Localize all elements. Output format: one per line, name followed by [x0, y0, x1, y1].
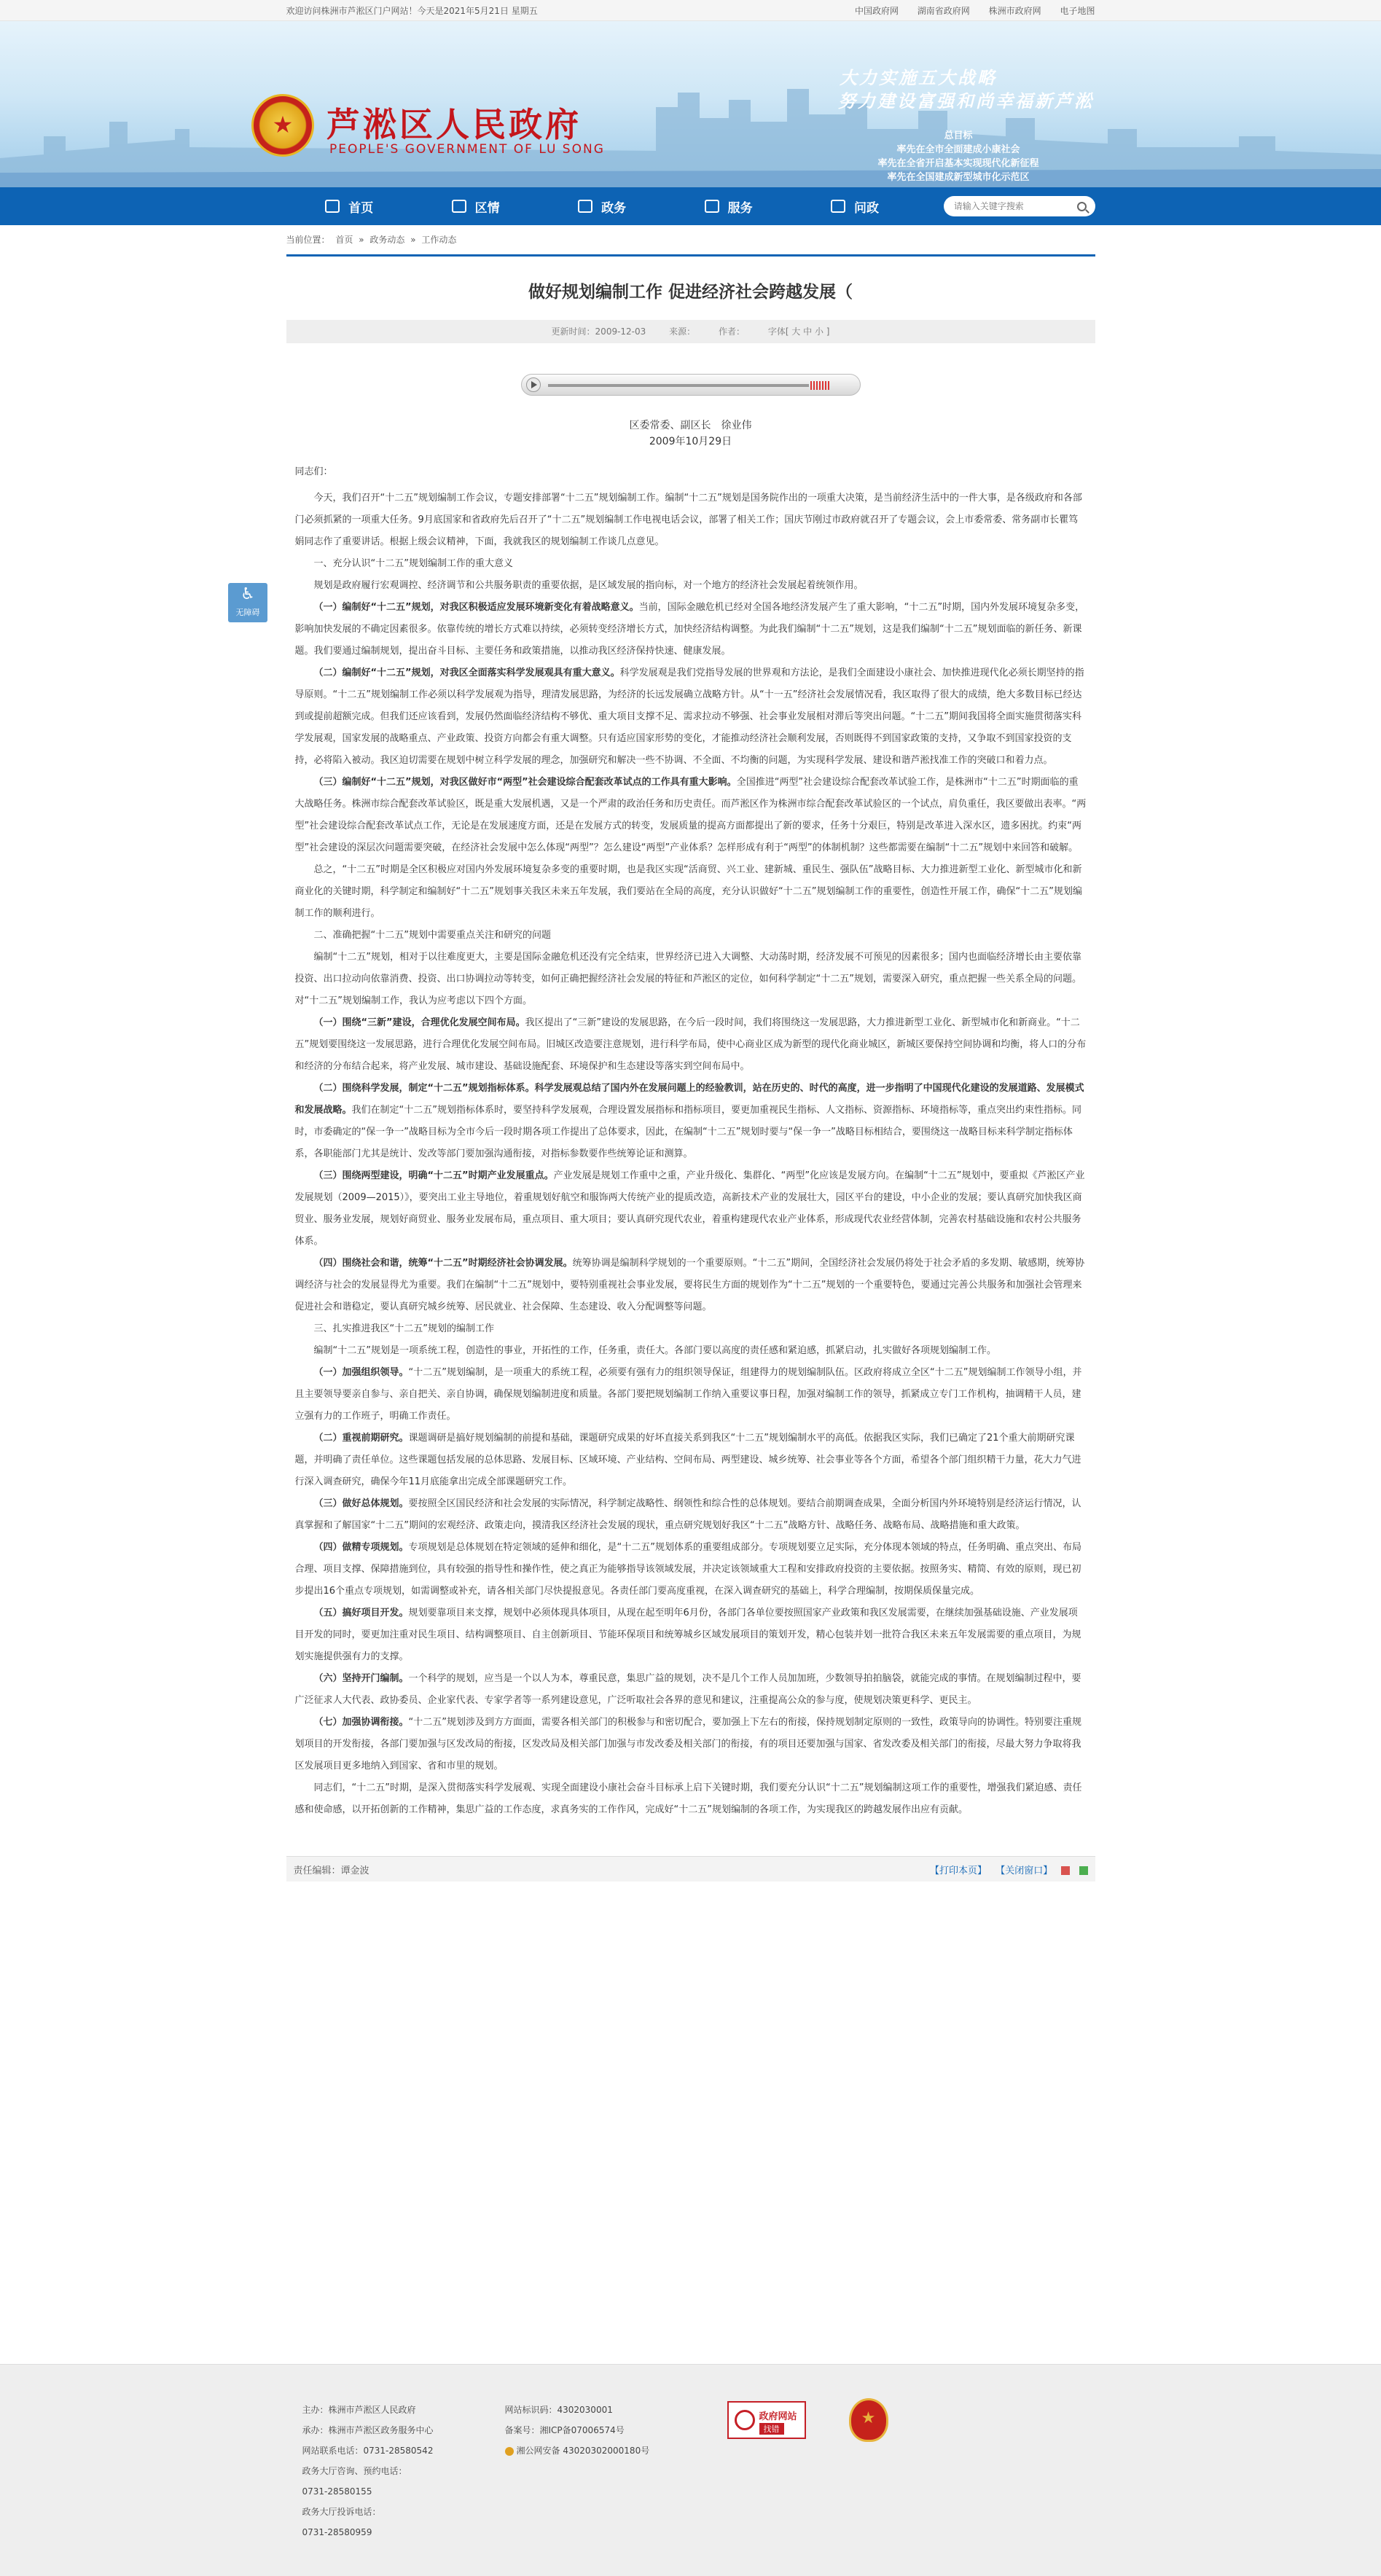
editor-label: 责任编辑：谭金波	[293, 1865, 369, 1876]
breadcrumb	[286, 225, 1095, 257]
update-time: 更新时间：2009-12-03	[551, 326, 646, 337]
goal-item: 率先在全市全面建成小康社会	[896, 144, 1020, 155]
footer-phone: 网站联系电话：0731-28580542	[302, 2446, 434, 2456]
footer-sponsor: 主办：株洲市芦淞区人民政府	[302, 2405, 416, 2415]
paragraph-heading: （三）编制好“十二五”规划，对我区做好市“两型”社会建设综合配套改革试点的工作具有重大影响。	[313, 777, 737, 788]
paragraph-text: 专项规划是总体规划在特定领域的延伸和细化，是“十二五”规划体系的重要组成部分。专项规划要立足实际，充分体现本领域的特点，任务明确、重点突出、布局合理、项目支撑、保障措施到位，具有较强的指导性和操作性，使之真正为能够指导该领域发展，并决定该领域重大工程和安排政府投资的主要依据。按照务实、精简、有效的原则，现已初步提出16个重点专项规划，如需调整或补充，请各相关部门尽快提报意见。各责任部门要高度重视，在深入调查研究的基础上，科学合理编制，按期保质保量完成。	[294, 1542, 1081, 1597]
footer-complaint-label: 政务大厅投诉电话：	[302, 2507, 381, 2517]
paragraph-text: 规划是政府履行宏观调控、经济调节和公共服务职责的重要依据，是区域发展的指向标，对一个地方的经济社会发展起着统领作用。	[313, 580, 864, 591]
paragraph-text: 一个科学的规划，应当是一个以人为本，尊重民意，集思广益的规划，决不是几个工作人员加加班，少数领导拍拍脑袋，就能完成的事情。在规划编制过程中，要广泛征求人大代表、政协委员、企业家代表、专家学者等一系列建设意见，广泛听取社会各界的意见和建议，注重提高公众的参与度，使规划决策更科学、更民主。	[294, 1673, 1081, 1706]
breadcrumb-work[interactable]: 工作动态	[421, 235, 457, 245]
article-paragraph	[295, 1537, 1087, 1602]
nav-item-service[interactable]	[665, 197, 791, 216]
nav-label: 区情	[474, 200, 500, 216]
paragraph-heading: （二）编制好“十二五”规划，对我区全面落实科学发展观具有重大意义。	[313, 668, 620, 678]
goal-item: 率先在全国建成新型城市化示范区	[887, 172, 1030, 183]
chat-icon	[831, 200, 845, 213]
breadcrumb-affairs[interactable]: 政务动态	[369, 235, 405, 245]
main-nav	[0, 187, 1381, 225]
header-banner	[0, 21, 1381, 187]
weibo-share-icon[interactable]	[1061, 1866, 1070, 1875]
main-content	[286, 225, 1095, 1882]
nav-label: 首页	[348, 200, 374, 216]
police-badge-icon	[505, 2447, 514, 2456]
footer-complaint-phone: 0731-28580959	[302, 2527, 372, 2537]
link-map[interactable]: 电子地图	[1060, 5, 1095, 16]
paragraph-text: 三、扎实推进我区“十二五”规划的编制工作	[313, 1323, 494, 1334]
article-body	[286, 461, 1095, 1821]
slogan-line1: 大力实施五大战略	[840, 68, 997, 88]
paragraph-text: 当前，国际金融危机已经对全国各地经济发展产生了重大影响，“十二五”时期，国内外发展环境复杂多变，影响加快发展的不确定因素很多。依靠传统的增长方式难以持续，必须转变经济增长方式，加快经济结构调整。为此我们编制“十二五”规划，这是我们编制“十二五”规划面临的新任务、新课题。我们要通过编制规划，提出奋斗目标、主要任务和政策措施，以推动我区经济保持快速、健康发展。	[294, 602, 1085, 657]
link-hunan-gov[interactable]: 湖南省政府网	[917, 5, 970, 16]
footer-hall-label: 政务大厅咨询、预约电话：	[302, 2466, 407, 2476]
paragraph-text: 一、充分认识“十二五”规划编制工作的重大意义	[313, 558, 513, 569]
document-icon	[578, 200, 592, 213]
footer-police-text: 湘公网安备 43020302000180号	[516, 2446, 650, 2456]
article-paragraph	[295, 662, 1087, 772]
accessibility-label: 无障碍	[235, 608, 260, 617]
paragraph-text: “十二五”规划编制，是一项重大的系统工程，必须要有强有力的组织领导保证，组建得力的规划编制队伍。区政府将成立全区“十二五”规划编制工作领导小组，并且主要领导要亲自参与、亲自把关、亲自协调，确保规划编制进度和质量。各部门要把规划编制工作纳入重要议事日程，加强对编制工作的领导，抓紧成立专门工作机构，抽调精干人员，建立强有力的工作班子，明确工作责任。	[294, 1367, 1082, 1422]
link-zhuzhou-gov[interactable]: 株洲市政府网	[988, 5, 1041, 16]
article-paragraph	[295, 1253, 1087, 1318]
welcome-text: 欢迎访问株洲市芦淞区门户网站！今天是2021年5月21日 星期五	[286, 5, 538, 16]
search-box	[944, 196, 1095, 216]
footer-police[interactable]	[505, 2440, 650, 2461]
volume-icon[interactable]	[810, 381, 829, 390]
article-paragraph	[295, 1712, 1087, 1777]
paragraph-text: 总之，“十二五”时期是全区积极应对国内外发展环境复杂多变的重要时期，也是我区实现“活商贸、兴工业、建新城、重民生、强队伍”战略目标、大力推进新型工业化、新型城市化和新商业化的关键时期，科学制定和编制好“十二五”规划事关我区未来五年发展，我们要站在全局的高度，充分认识做好“十二五”规划编制工作的重要性，创造性开展工作，确保“十二五”规划编制工作的顺利进行。	[294, 864, 1082, 919]
paragraph-text: 要按照全区国民经济和社会发展的实际情况，科学制定战略性、纲领性和综合性的总体规划。要结合前期调查成果，全面分析国内外环境特别是经济运行情况，认真掌握和了解国家“十二五”期间的宏观经济、政策走向，摸清我区经济社会发展的现状，重点研究规划好我区“十二五”战略方针、战略任务、战略布局、战略措施和重大政策。	[294, 1498, 1081, 1531]
goal-item: 率先在全省开启基本实现现代化新征程	[877, 158, 1039, 169]
article-paragraph	[295, 947, 1087, 1012]
paragraph-heading: （一）围绕“三新”建设，合理优化发展空间布局。	[313, 1017, 525, 1028]
nav-item-inquiry[interactable]	[791, 197, 918, 216]
article-paragraph	[295, 1428, 1087, 1493]
author-label: 作者：	[718, 326, 745, 337]
picture-icon	[452, 200, 466, 213]
close-window-button[interactable]: 【关闭窗口】	[995, 1865, 1053, 1876]
paragraph-text: 产业发展是规划工作重中之重，产业升级化、集群化、“两型”化应该是发展方向。在编制“十二五”规划中，要重拟《芦淞区产业发展规划（2009—2015）》，要突出工业主导地位，着重规划好航空和服饰两大传统产业的提质改造，高新技术产业的发展壮大，园区平台的建设，中小企业的发展；要认真研究加快我区商贸业、服务业发展，规划好商贸业、服务业发展布局，重点项目、重大项目；要认真研究现代农业，着重构建现代农业产业体系，形成现代农业经营体制，完善农村基础设施和农村公共服务体系。	[294, 1170, 1085, 1247]
paragraph-heading: （五）搞好项目开发。	[313, 1608, 409, 1618]
paragraph-heading: （四）围绕社会和谐，统筹“十二五”时期经济社会协调发展。	[313, 1258, 573, 1269]
footer-site-code: 网站标识码：4302030001	[504, 2405, 613, 2415]
magnifier-icon	[735, 2410, 755, 2430]
nav-label: 问政	[854, 200, 880, 216]
paragraph-text: 全国推进“两型”社会建设综合配套改革试验工作，是株洲市“十二五”时期面临的重大战略任务。株洲市综合配套改革试验区，既是重大发展机遇，又是一个严肃的政治任务和历史责任。而芦淞区作为株洲市综合配套改革试验区的一个试点，肩负重任，我区要做出表率。“两型”社会建设综合配套改革试点工作，无论是在发展速度方面，还是在发展方式的转变，发展质量的提高方面都提出了新的要求，任务十分艰巨，特别是改革进入深水区，遗多困扰。约束“两型”社会建设的深层次问题需要突破，在经济社会发展中怎么体现“两型”？怎么建设“两型”产业体系？怎样形成有利于“两型”的体制机制？这些都需要在编制“十二五”规划中来回答和破解。	[294, 777, 1087, 853]
paragraph-text: 同志们，“十二五”时期，是深入贯彻落实科学发展观、实现全面建设小康社会奋斗目标承上启下关键时期，我们要充分认识“十二五”规划编制这项工作的重要性，增强我们紧迫感、责任感和使命感，以开拓创新的工作精神，集思广益的工作态度，求真务实的工作作风，完成好“十二五”规划编制的各项工作，为实现我区的跨越发展作出应有贡献。	[294, 1782, 1082, 1815]
accessibility-button[interactable]	[228, 583, 267, 622]
greeting: 同志们：	[294, 466, 333, 477]
article-paragraph	[295, 553, 1087, 575]
nav-item-home[interactable]	[286, 197, 412, 216]
footer-organizer: 承办：株洲市芦淞区政务服务中心	[302, 2425, 434, 2435]
wechat-share-icon[interactable]	[1079, 1866, 1088, 1875]
play-icon[interactable]	[526, 377, 541, 392]
paragraph-text: 统筹协调是编制科学规划的一个重要原则。“十二五”期间，全国经济社会发展仍将处于社会矛盾的多发期、敏感期，统筹协调经济与社会的发展显得尤为重要。我们在编制“十二五”规划中，要特别重视社会事业发展，要将民生方面的规划作为“十二五”规划的一个重要特色，要通过完善公共服务和加强社会管理来促进社会和谐稳定，要认真研究城乡统筹、居民就业、社会保障、生态建设、收入分配调整等问题。	[294, 1258, 1085, 1312]
editor-bar	[286, 1856, 1095, 1882]
paragraph-text: “十二五”规划涉及到方方面面，需要各相关部门的积极参与和密切配合，要加强上下左右的衔接，保持规划制定原则的一致性，政策导向的协调性。特别要注重规划项目的开发衔接，各部门要加强与区发改局的衔接，区发改局及相关部门加强与市发改委及相关部门的衔接，有的项目还要加强与国家、省发改委及相关部门的衔接，尽最大努力争取将我区发展项目更多地纳入到国家、省和市里的规划。	[294, 1717, 1081, 1772]
paragraph-heading: （二）重视前期研究。	[313, 1433, 409, 1444]
goal-block	[871, 129, 1046, 184]
paragraph-text: 科学发展观是我们党指导发展的世界观和方法论，是我们全面建设小康社会、加快推进现代化必须长期坚持的指导原则。“十二五”规划编制工作必须以科学发展观为指导，理清发展思路，为经济的长远发展确立战略方针。从“十一五”经济社会发展情况看，我区取得了很大的成绩，绝大多数目标已经达到或提前超额完成。但我们还应该看到，发展仍然面临经济结构不够优、重大项目支撑不足、需求拉动不够强、社会事业发展相对滞后等突出问题。“十二五”期间我国将全面实施贯彻落实科学发展观，国家发展的战略重点、产业政策、投资方向都会有重大调整。只有适应国家形势的变化，才能推动经济社会顺利发展，否则既得不到国家政策的支持，又争取不到国家投资的支持，必将陷入被动。我区迫切需要在规划中树立科学发展的理念，加强研究和解决一些不协调、不全面、不均衡的问题，为实现科学发展、建设和谐芦淞找准工作的突破口和着力点。	[294, 668, 1084, 766]
article-paragraph	[295, 1493, 1087, 1537]
paragraph-heading: （三）做好总体规划。	[313, 1498, 409, 1509]
site-subtitle: PEOPLE'S GOVERNMENT OF LU SONG	[329, 142, 605, 157]
paragraph-heading: （一）加强组织领导。	[313, 1367, 409, 1378]
paragraph-text: 编制“十二五”规划是一项系统工程，创造性的事业，开拓性的工作，任务重，责任大。各部门要以高度的责任感和紧迫感，抓紧启动，扎实做好各项规划编制工作。	[313, 1345, 996, 1356]
goal-title: 总目标	[944, 130, 973, 141]
article-paragraph	[295, 925, 1087, 947]
paragraph-heading: （六）坚持开门编制。	[313, 1673, 409, 1684]
national-emblem-logo	[251, 94, 314, 157]
paragraph-heading: （三）围绕两型建设，明确“十二五”时期产业发展重点。	[313, 1170, 554, 1181]
search-input[interactable]	[952, 200, 1077, 212]
paragraph-text: 我们在制定“十二五”规划指标体系时，要坚持科学发展观，合理设置发展指标和指标项目，要更加重视民生指标、人文指标、资源指标、环境指标等，重点突出约束性指标。同时，市委确定的“保一争一”战略目标为全市今后一段时期各项工作提出了总体要求，因此，在编制“十二五”规划时要与“保一争一”战略目标相结合，要围绕这一战略目标来科学制定指标体系，各职能部门尤其是统计、发改等部门要加强沟通衔接，对指标参数要作些统筹论证和测算。	[294, 1105, 1081, 1159]
article-paragraph	[295, 597, 1087, 662]
font-size-control[interactable]: 字体[ 大 中 小 ]	[767, 326, 830, 337]
paragraph-text: 课题调研是搞好规划编制的前提和基础，课题研究成果的好坏直接关系到我区“十二五”规划编制水平的高低。依据我区实际，我们已确定了21个重大前期研究课题，并明确了责任单位。这些课题包括发展的总体思路、发展目标、区域环境、产业结构、空间布局、两型建设、城乡统筹、社会事业等各个方面，希望各个部门组织精干力量，花大力气进行深入调查研究，确保今年11月底能拿出完成全部课题研究工作。	[294, 1433, 1081, 1487]
paragraph-heading: （一）编制好“十二五”规划，对我区积极适应发展环境新变化有着战略意义。	[313, 602, 639, 613]
article-paragraph	[295, 575, 1087, 597]
city-skyline-image	[0, 78, 1381, 187]
byline-speaker: 区委常委、副区长 徐业伟	[629, 420, 752, 431]
article-paragraph	[295, 1362, 1087, 1428]
star-icon	[705, 200, 719, 213]
print-button[interactable]: 【打印本页】	[930, 1865, 987, 1876]
article-paragraph	[295, 1078, 1087, 1165]
article-paragraph	[295, 1165, 1087, 1253]
paragraph-text: 规划要靠项目来支撑，规划中必须体现具体项目，从现在起至明年6月份，各部门各单位要按照国家产业政策和我区发展需要，在继续加强基础设施、产业发展项目开发的同时，要更加注重对民生项目、结构调整项目、自主创新项目、节能环保项目和统筹城乡区域发展项目的策划开发，精心包装并划一批符合我区未来五年发展需要的重点项目，为规划实施提供强有力的支撑。	[294, 1608, 1081, 1662]
footer-registration	[505, 2400, 650, 2461]
article-paragraph	[295, 1340, 1087, 1362]
wheelchair-icon: ♿	[240, 585, 255, 603]
slogan-line2: 努力建设富强和尚幸福新芦淞	[838, 91, 1094, 111]
article-meta	[286, 320, 1095, 343]
paragraph-text: 二、准确把握“十二五”规划中需要重点关注和研究的问题	[313, 930, 551, 941]
breadcrumb-sep: »	[410, 235, 416, 245]
top-bar	[0, 0, 1381, 21]
article-paragraph	[295, 1602, 1087, 1668]
gov-site-error-report-badge[interactable]	[727, 2401, 806, 2439]
paragraph-heading: （四）做精专项规划。	[313, 1542, 409, 1553]
home-icon	[325, 200, 340, 213]
search-icon[interactable]	[1077, 202, 1087, 211]
source-label: 来源：	[669, 326, 696, 337]
article-actions	[924, 1863, 1087, 1876]
footer-hall-phone: 0731-28580155	[302, 2486, 372, 2497]
nav-label: 服务	[727, 200, 753, 216]
article-title: 做好规划编制工作 促进经济社会跨越发展（	[528, 283, 853, 302]
byline-date: 2009年10月29日	[649, 436, 732, 447]
audio-progress-track[interactable]	[548, 384, 809, 387]
party-gov-badge[interactable]	[849, 2398, 888, 2442]
article-paragraph	[295, 1777, 1087, 1821]
paragraph-text: 编制“十二五”规划，相对于以往难度更大，主要是国际金融危机还没有完全结束，世界经济已进入大调整、大动荡时期，经济发展不可预见的因素很多；国内也面临经济增长由主要依靠投资、出口拉动向依靠消费、投资、出口协调拉动等转变，如何正确把握经济社会发展的特征和芦淞区的定位，如何科学制定“十二五”规划，需要深入研究，重点把握一些关系全局的问题。对“十二五”规划编制工作，我认为应考虑以下四个方面。	[294, 952, 1081, 1006]
paragraph-heading: （二）围绕科学发展，制定“十二五”规划指标体系。科学发展观总结了国内外在发展问题上的经验教训，站在历史的、时代的高度，进一步指明了中国现代化建设的发展道路、发展模式和发展战略。	[294, 1083, 1084, 1116]
link-gov-cn[interactable]: 中国政府网	[854, 5, 899, 16]
article-byline	[286, 418, 1095, 450]
article-paragraph	[295, 1668, 1087, 1712]
site-title: 芦淞区人民政府	[326, 105, 582, 144]
top-links	[839, 4, 1095, 17]
article-paragraph	[295, 488, 1087, 553]
article-paragraph	[295, 772, 1087, 859]
paragraph-text: 今天，我们召开“十二五”规划编制工作会议，专题安排部署“十二五”规划编制工作。编制“十二五”规划是国务院作出的一项重大决策，是当前经济生活中的一件大事，是各级政府和各部门必须抓紧的一项重大任务。9月底国家和省政府先后召开了“十二五”规划编制工作电视电话会议，部署了相关工作；国庆节刚过市政府就召开了专题会议，会上市委常委、常务副市长瞿笃娟同志作了重要讲话。根据上级会议精神，下面，我就我区的规划编制工作谈几点意见。	[294, 493, 1082, 547]
footer	[0, 2364, 1381, 2576]
nav-item-district[interactable]	[412, 197, 539, 216]
nav-label: 政务	[601, 200, 627, 216]
badge-text-top: 政府网站	[759, 2411, 797, 2422]
breadcrumb-prefix: 当前位置：	[286, 235, 330, 245]
breadcrumb-home[interactable]: 首页	[335, 235, 353, 245]
footer-icp[interactable]: 备案号：湘ICP备07006574号	[504, 2425, 625, 2435]
paragraph-heading: （七）加强协调衔接。	[313, 1717, 409, 1728]
audio-player[interactable]	[521, 374, 861, 396]
breadcrumb-sep: »	[359, 235, 364, 245]
article-paragraph	[295, 1012, 1087, 1078]
paragraph-text: 我区提出了“三新”建设的发展思路，在今后一段时间，我们将围绕这一发展思路，大力推进新型工业化、新型城市化和新商业。“十二五”规划要围绕这一发展思路，进行合理优化发展空间布局。旧城区改造要注意规划，进行科学布局，使中心商业区成为新型的现代化商业城区，新城区要保持空间协调和均衡，将人口的分布和经济的分布结合起来，将产业发展、城市建设、基础设施配套、环境保护和生态建设等落实到空间布局中。	[294, 1017, 1087, 1072]
article-paragraph	[295, 1318, 1087, 1340]
article-paragraph	[295, 859, 1087, 925]
footer-contact	[302, 2400, 434, 2542]
nav-item-affairs[interactable]	[539, 197, 665, 216]
badge-text-bottom: 找错	[759, 2423, 784, 2435]
